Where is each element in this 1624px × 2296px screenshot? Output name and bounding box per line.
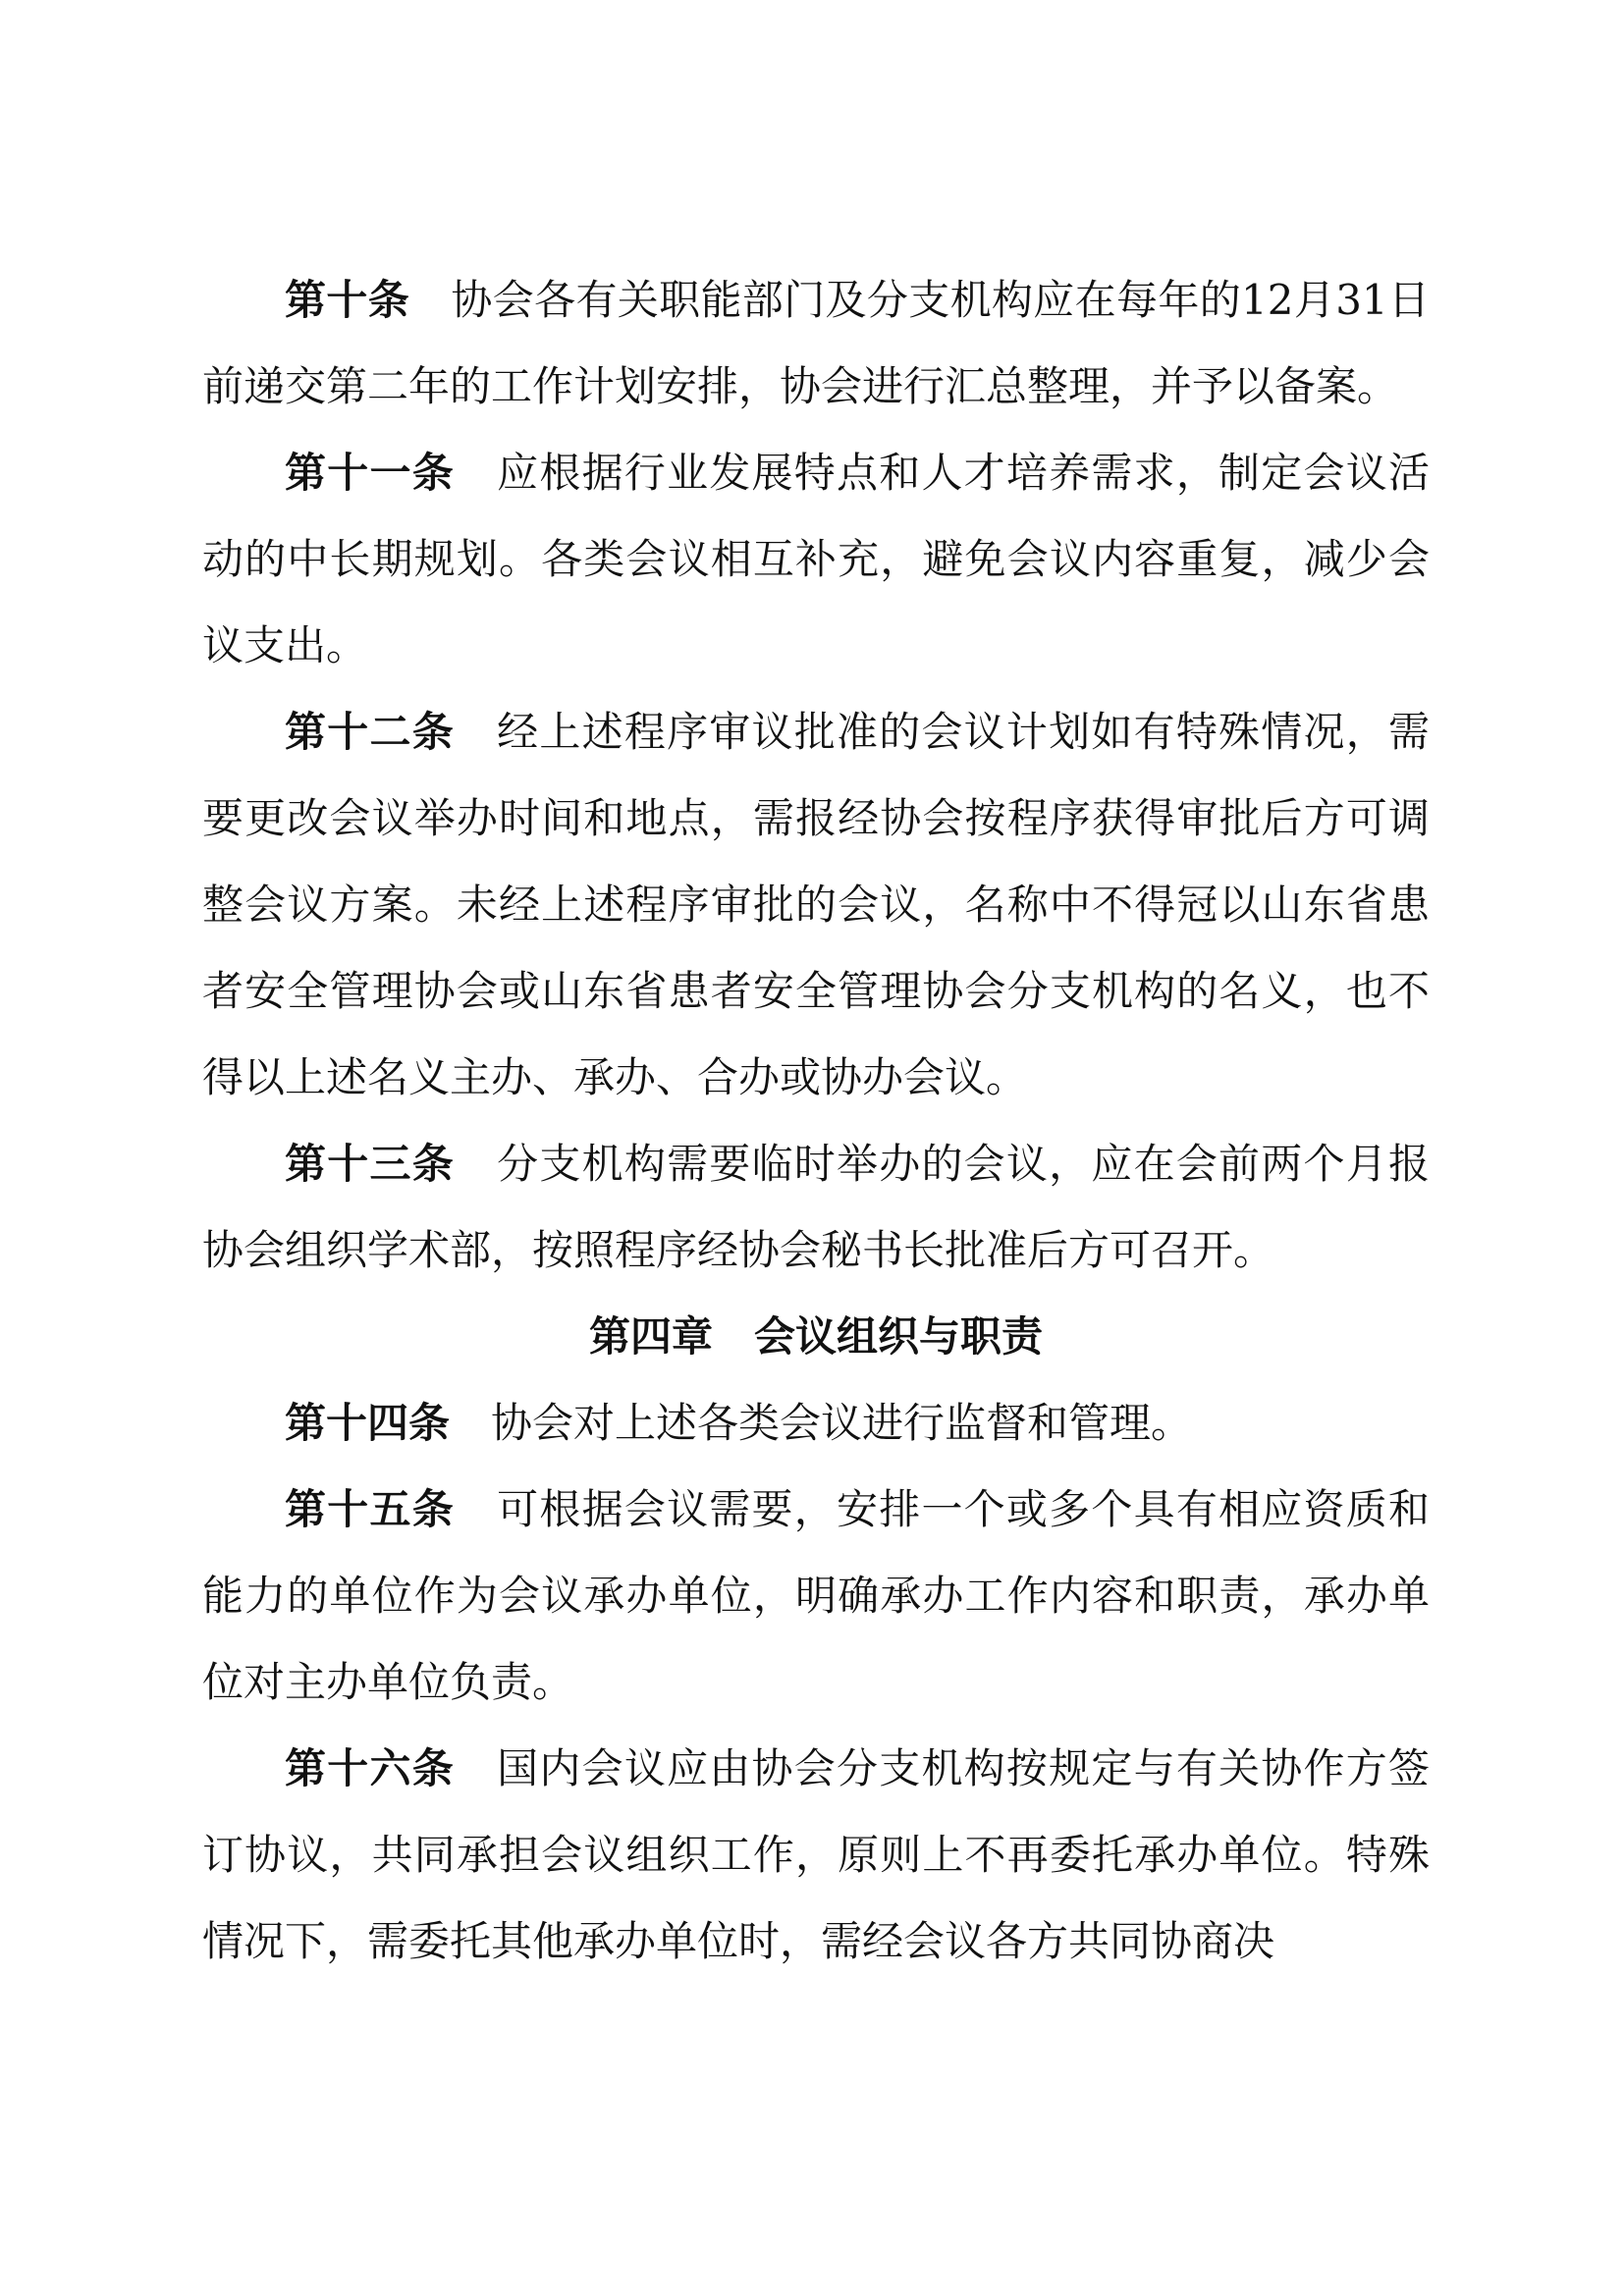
document-page <box>202 257 1430 1985</box>
article-text: 国内会议应由协会分支机构按规定与有关协作方签订协议，共同承担会议组织工作，原则上不再委托承办单位。特殊情况下，需委托其他承办单位时，需经会议各方共同协商决 <box>202 1744 1430 1965</box>
chapter-number: 第四章 <box>588 1312 713 1361</box>
chapter-title: 会议组织与职责 <box>754 1312 1044 1361</box>
article-12 <box>202 689 1430 1121</box>
article-text: 应根据行业发展特点和人才培养需求，制定会议活动的中长期规划。各类会议相互补充，避免会议内容重复，减少会议支出。 <box>202 449 1430 669</box>
article-label: 第十条 <box>285 276 410 324</box>
article-text: 协会各有关职能部门及分支机构应在每年的12月31日前递交第二年的工作计划安排，协会进行汇总整理，并予以备案。 <box>202 276 1430 410</box>
article-label: 第十一条 <box>285 449 455 497</box>
article-label: 第十四条 <box>285 1399 451 1447</box>
article-15 <box>202 1467 1430 1726</box>
article-label: 第十三条 <box>285 1140 455 1188</box>
article-label: 第十二条 <box>285 708 455 756</box>
article-text: 经上述程序审议批准的会议计划如有特殊情况，需要更改会议举办时间和地点，需报经协会按程序获得审批后方可调整会议方案。未经上述程序审批的会议，名称中不得冠以山东省患者安全管理协会或山东省患者安全管理协会分支机构的名义，也不得以上述名义主办、承办、合办或协办会议。 <box>202 708 1430 1101</box>
article-label: 第十六条 <box>285 1744 455 1792</box>
article-label: 第十五条 <box>285 1485 455 1533</box>
article-16 <box>202 1726 1430 1985</box>
article-text: 分支机构需要临时举办的会议，应在会前两个月报协会组织学术部，按照程序经协会秘书长批准后方可召开。 <box>202 1140 1430 1274</box>
article-11 <box>202 430 1430 689</box>
article-text: 可根据会议需要，安排一个或多个具有相应资质和能力的单位作为会议承办单位，明确承办工作内容和职责，承办单位对主办单位负责。 <box>202 1485 1430 1706</box>
article-14 <box>202 1380 1430 1467</box>
article-10 <box>202 257 1430 430</box>
article-text: 协会对上述各类会议进行监督和管理。 <box>491 1399 1193 1447</box>
article-13 <box>202 1121 1430 1294</box>
chapter-heading <box>202 1294 1430 1380</box>
